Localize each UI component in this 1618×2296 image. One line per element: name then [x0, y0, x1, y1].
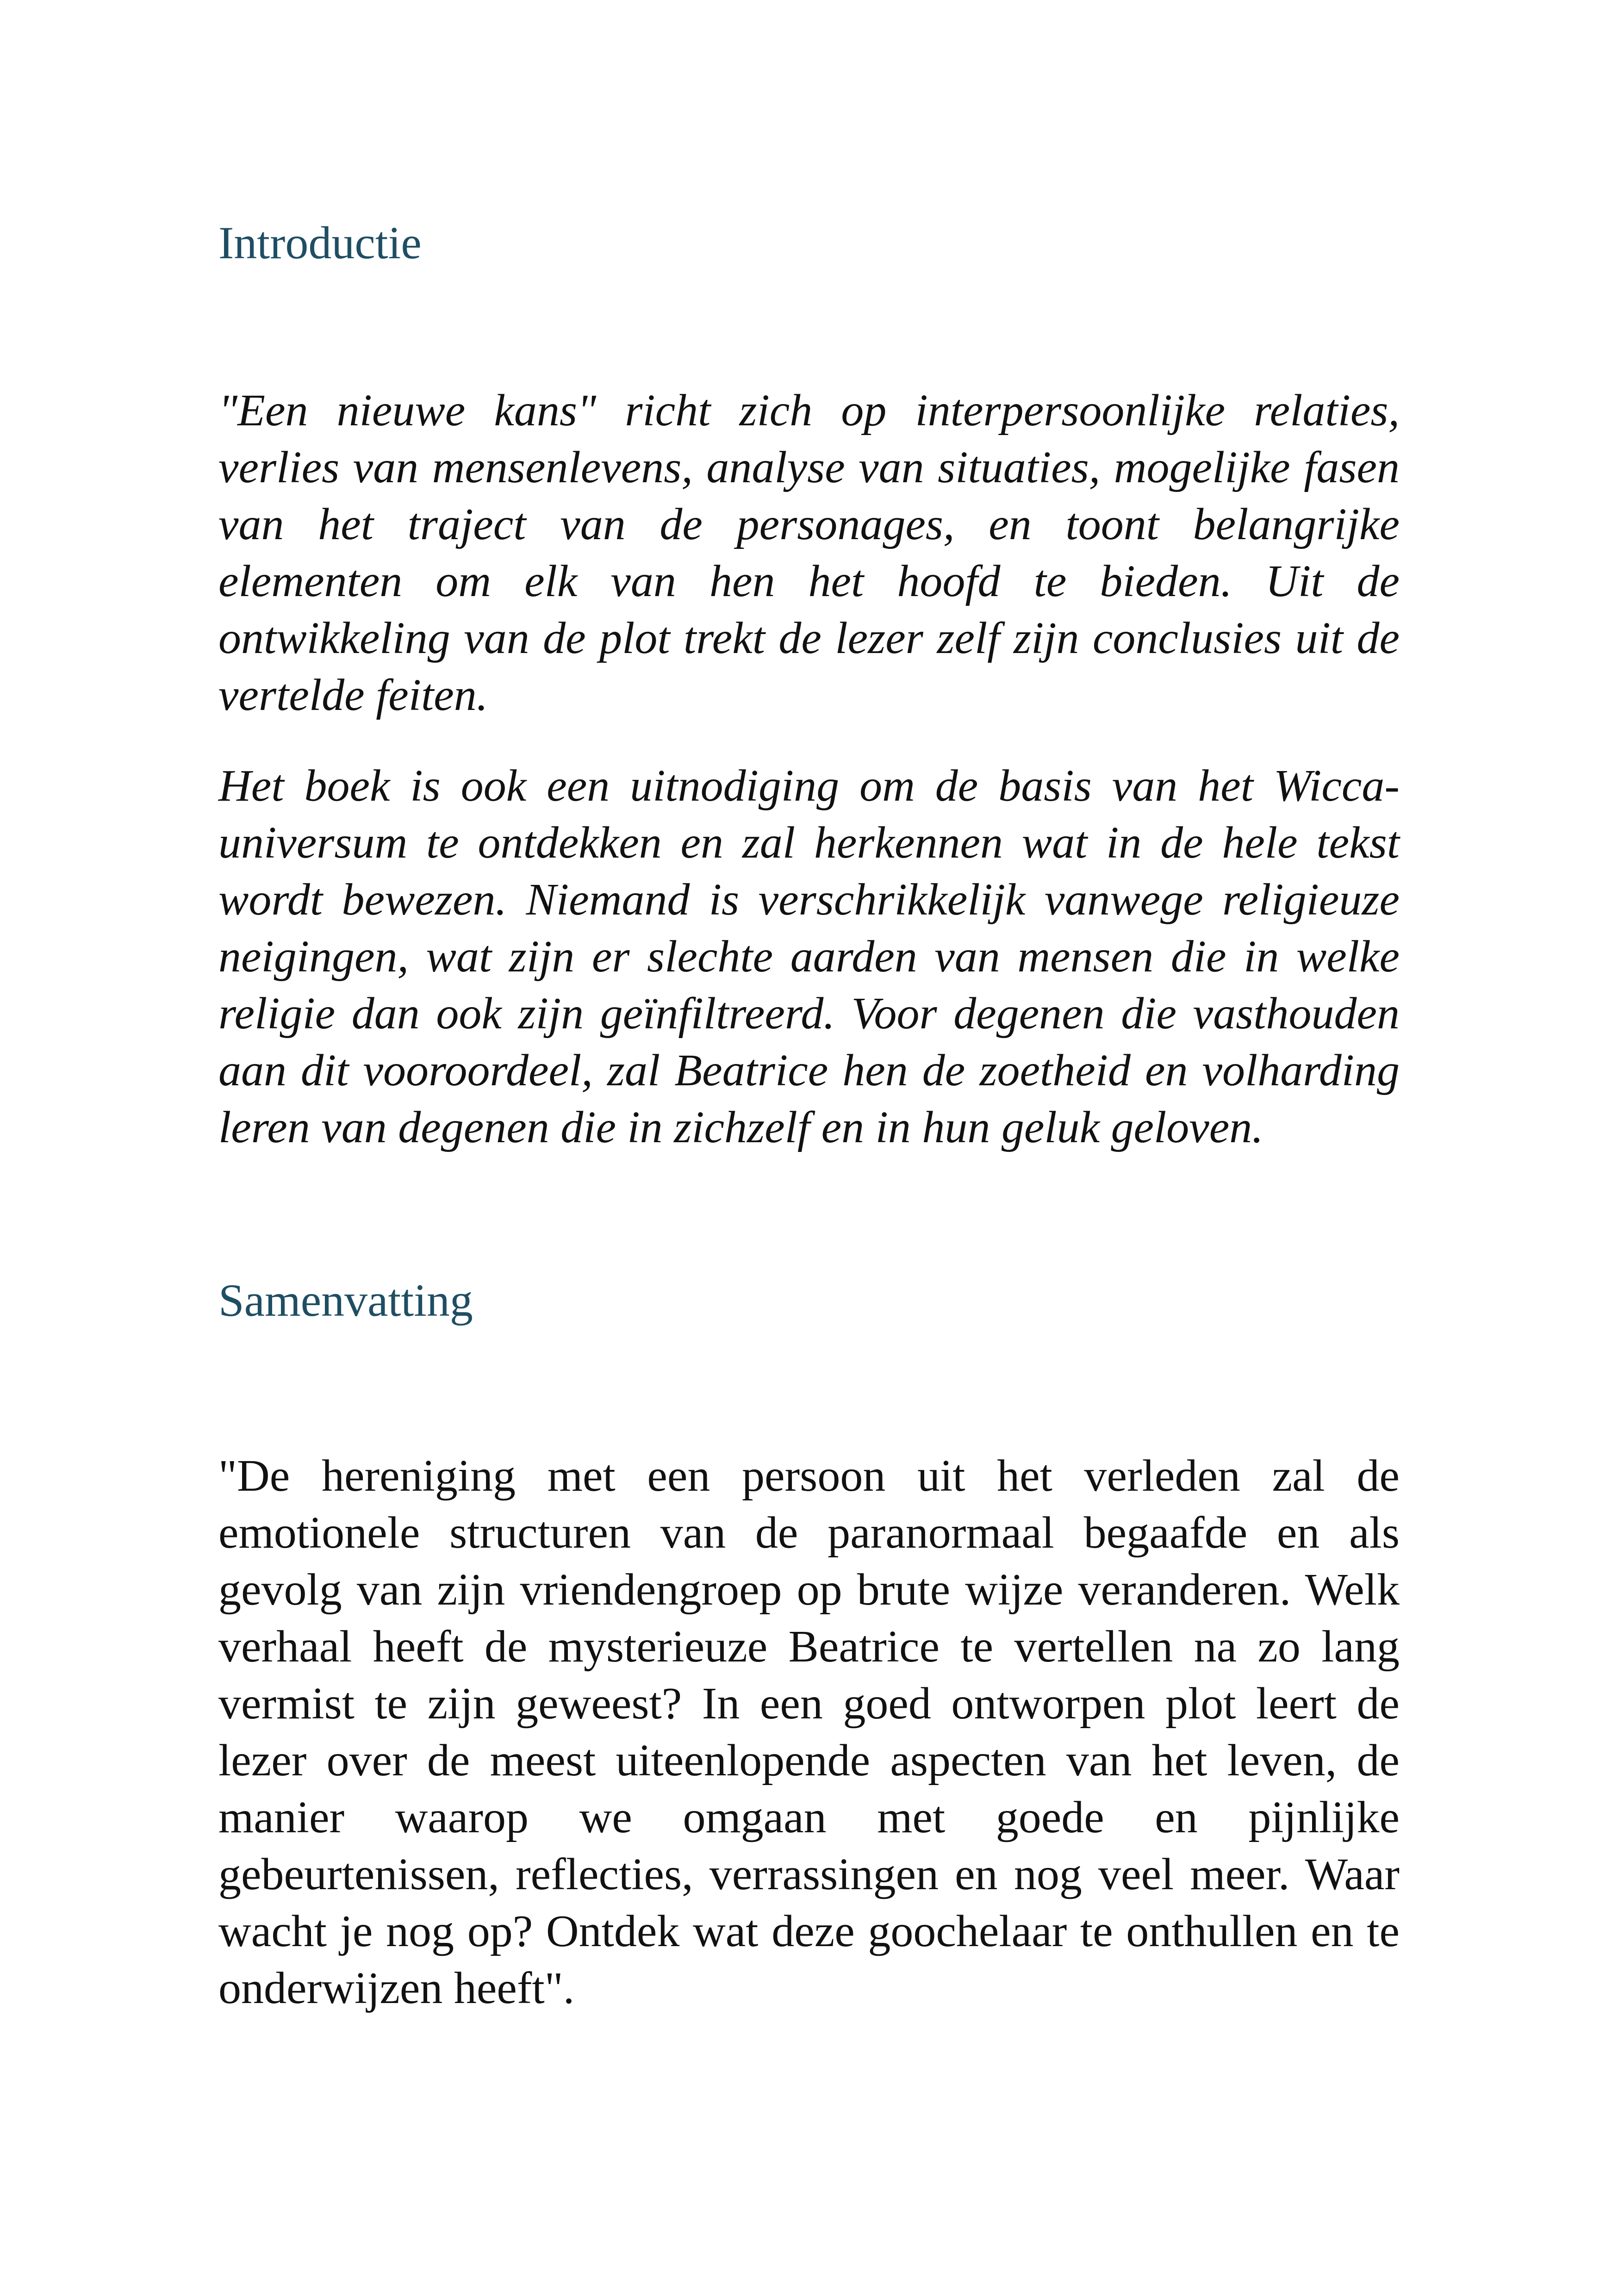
- introduction-paragraph-1: "Een nieuwe kans" richt zich op interpersoonlijke relaties, verlies van mensenlevens, analyse van situaties, mogelijke fasen van het traject van de personages, en toont belangrijke elementen om elk van hen het hoofd te bieden. Uit de ontwikkeling van de plot trekt de lezer zelf zijn conclusies uit de vertelde feiten.: [218, 386, 1400, 720]
- summary-paragraph: "De hereniging met een persoon uit het verleden zal de emotionele structuren van de paranormaal begaafde en als gevolg van zijn vriendengroep op brute wijze veranderen. Welk verhaal heeft de mysterieuze Beatrice te vertellen na zo lang vermist te zijn geweest? In een goed ontworpen plot leert de lezer over de meest uiteenlopende aspecten van het leven, de manier waarop we omgaan met goede en pijnlijke gebeurtenissen, reflecties, verrassingen en nog veel meer. Waar wacht je nog op? Ontdek wat deze goochelaar te onthullen en te onderwijzen heeft".: [218, 1451, 1400, 2013]
- introduction-heading: Introductie: [218, 217, 422, 268]
- introduction-paragraph-2: Het boek is ook een uitnodiging om de basis van het Wicca-universum te ontdekken en zal herkennen wat in de hele tekst wordt bewezen. Niemand is verschrikkelijk vanwege religieuze neigingen, wat zijn er slechte aarden van mensen die in welke religie dan ook zijn geïnfiltreerd. Voor degenen die vasthouden aan dit vooroordeel, zal Beatrice hen de zoetheid en volharding leren van degenen die in zichzelf en in hun geluk geloven.: [218, 761, 1400, 1152]
- summary-body: [218, 1448, 1400, 2017]
- summary-heading: Samenvatting: [218, 1275, 473, 1326]
- introduction-body: [218, 382, 1400, 1156]
